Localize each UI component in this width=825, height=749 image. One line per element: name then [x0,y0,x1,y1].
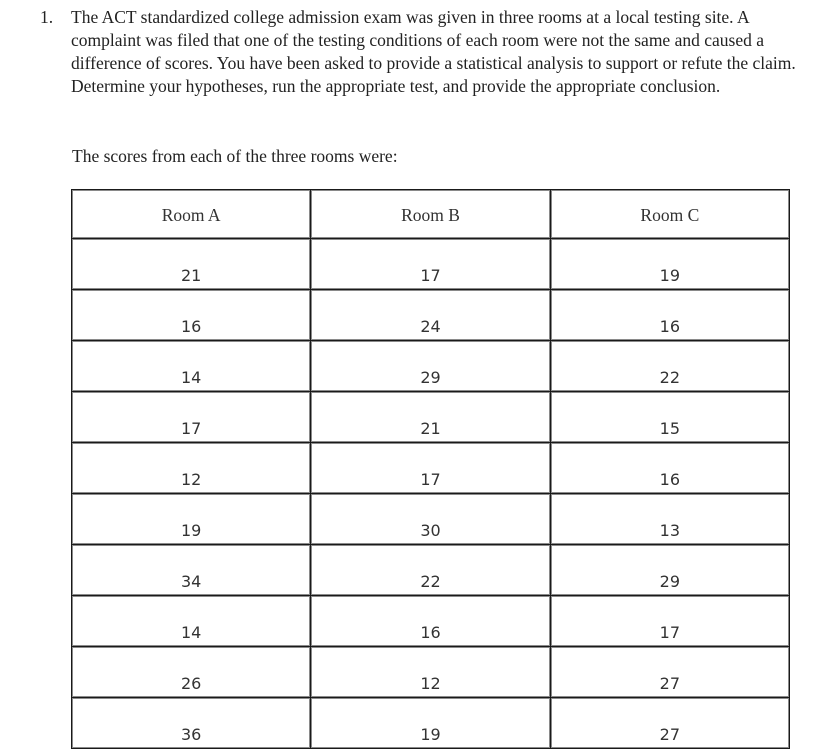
table-row [72,647,790,698]
table-row [72,239,790,290]
column-header-room-c: Room C [550,190,789,239]
table-row [72,392,790,443]
table-intro-text: The scores from each of the three rooms were: [72,146,398,166]
score-cell-room-c: 22 [550,341,789,392]
score-cell-room-a: 21 [72,239,311,290]
score-cell-room-a: 26 [72,647,311,698]
score-cell-room-c: 16 [550,443,789,494]
question-text: The ACT standardized college admission exam was given in three rooms at a local testing site. A complaint was filed that one of the testing conditions of each room were not the same and caused a difference of scores. You have been asked to provide a statistical analysis to support or refute the claim. Determine your hypotheses, run the appropriate test, and provide the appropriate conclusion. [71,7,796,96]
score-cell-room-c: 17 [550,596,789,647]
score-cell-room-c: 13 [550,494,789,545]
table-row [72,698,790,749]
question-block [40,6,800,98]
score-cell-room-b: 24 [311,290,550,341]
score-cell-room-c: 27 [550,698,789,749]
column-header-room-a: Room A [72,190,311,239]
score-cell-room-a: 36 [72,698,311,749]
score-cell-room-a: 12 [72,443,311,494]
question-number: 1. [40,7,54,27]
table-row [72,545,790,596]
score-cell-room-c: 19 [550,239,789,290]
score-cell-room-b: 17 [311,239,550,290]
column-header-room-b: Room B [311,190,550,239]
score-cell-room-b: 19 [311,698,550,749]
score-cell-room-b: 30 [311,494,550,545]
score-cell-room-b: 12 [311,647,550,698]
score-cell-room-c: 29 [550,545,789,596]
table-row [72,596,790,647]
score-cell-room-a: 16 [72,290,311,341]
table-row [72,290,790,341]
score-cell-room-a: 19 [72,494,311,545]
score-cell-room-c: 27 [550,647,789,698]
score-cell-room-a: 14 [72,596,311,647]
table-row [72,494,790,545]
score-cell-room-a: 17 [72,392,311,443]
score-cell-room-c: 16 [550,290,789,341]
table-row [72,341,790,392]
score-cell-room-b: 29 [311,341,550,392]
scores-table [71,189,790,749]
table-header-row [72,190,790,239]
score-cell-room-b: 16 [311,596,550,647]
score-cell-room-c: 15 [550,392,789,443]
score-cell-room-b: 22 [311,545,550,596]
score-cell-room-b: 21 [311,392,550,443]
score-cell-room-b: 17 [311,443,550,494]
table-row [72,443,790,494]
score-cell-room-a: 14 [72,341,311,392]
score-cell-room-a: 34 [72,545,311,596]
